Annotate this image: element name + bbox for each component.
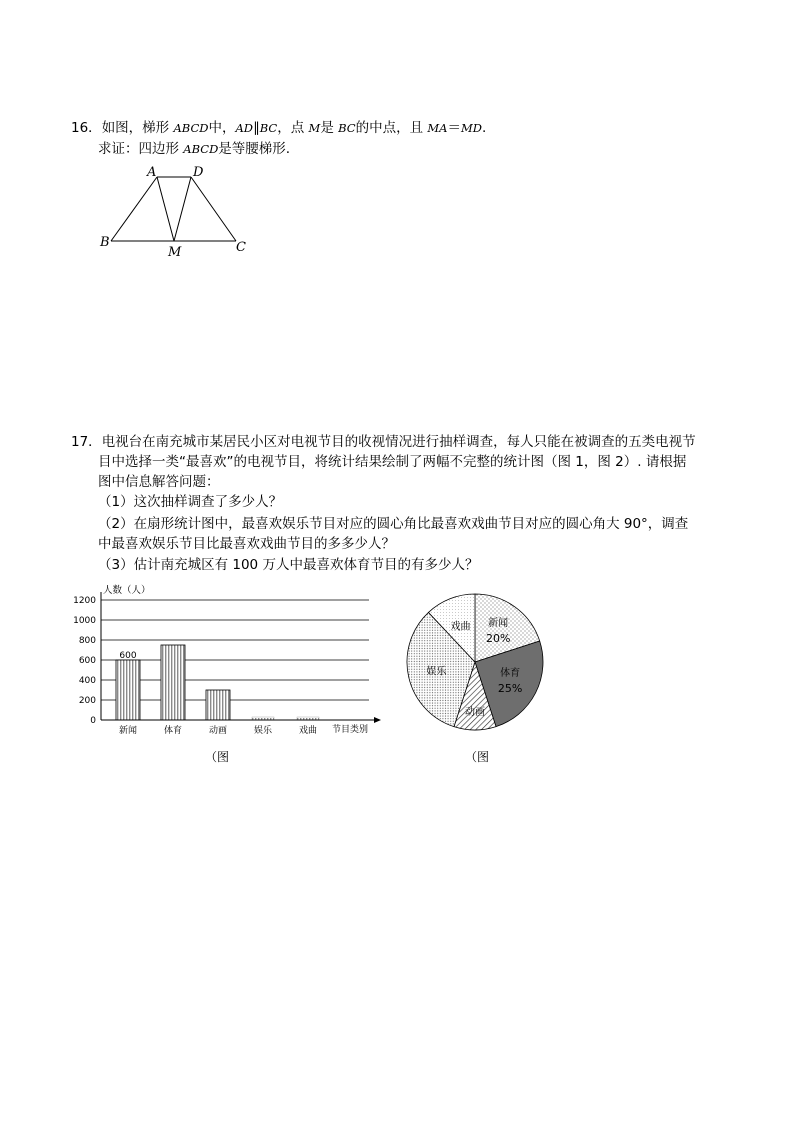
pie-percent-label: 25% (497, 681, 523, 695)
point-label-d: D (193, 165, 204, 180)
q17-sub2-line2: 中最喜欢娱乐节目比最喜欢戏曲节目的多多少人？ (98, 536, 395, 552)
x-tick-label: 动画 (208, 726, 228, 736)
q16-number: 16． (71, 120, 102, 136)
y-tick-label: 0 (90, 716, 96, 726)
x-tick-label: 体育 (163, 726, 183, 736)
y-tick-label: 800 (78, 636, 96, 646)
figure-2-caption: （图 (465, 750, 490, 764)
q16-m: M (308, 121, 321, 135)
q16-ma: MA (427, 121, 448, 135)
segment-ab (111, 177, 157, 241)
q17-sub2-line1: （2）在扇形统计图中，最喜欢娱乐节目对应的圆心角比最喜欢戏曲节目对应的圆心角大 90°，调查 (98, 516, 689, 532)
q17-line2: 目中选择一类“最喜欢”的电视节目，将统计结果绘制了两幅不完整的统计图（图 1，图 2）. 请根据 (98, 454, 687, 470)
q16-md: MD (460, 121, 482, 135)
q16-text: 的中点，且 (355, 120, 428, 136)
q16-abcd: ABCD (173, 121, 209, 135)
q16-line1 (71, 118, 486, 138)
bar (116, 660, 140, 720)
x-axis-label: 节目类别 (332, 725, 369, 735)
y-tick-label: 1200 (73, 596, 96, 606)
q16-text: 是等腰梯形. (218, 141, 291, 157)
point-label-m: M (168, 245, 182, 260)
pie-slice-label: 体育 (500, 667, 521, 679)
bar (206, 690, 230, 720)
y-tick-label: 200 (78, 696, 96, 706)
point-label-c: C (236, 240, 246, 255)
pie-percent-label: 20% (485, 632, 511, 646)
segment-dm (174, 177, 191, 241)
y-tick-label: 400 (78, 676, 96, 686)
pie-slice-label: 戏曲 (450, 621, 471, 633)
q16-text: ，点 (277, 120, 309, 136)
q16-parallel-symbol: ∥ (253, 120, 260, 136)
q16-text: 中， (208, 120, 236, 136)
q16-bc: BC (338, 121, 356, 135)
q17-text: 电视台在南充城市某居民小区对电视节目的收视情况进行抽样调查，每人只能在被调查的五类电视节 (101, 434, 696, 450)
point-label-b: B (100, 235, 110, 250)
q16-equals: ＝ (447, 120, 461, 136)
pie-slice-label: 新闻 (488, 618, 509, 630)
bar-data-label: 600 (119, 651, 137, 661)
pie-slice-label: 娱乐 (426, 666, 447, 678)
q16-text: . (481, 120, 487, 136)
pie-slice-label: 动画 (465, 706, 485, 718)
point-label-a: A (147, 165, 157, 180)
figure-1-caption: （图 (205, 750, 230, 764)
x-tick-label: 戏曲 (298, 726, 318, 736)
trapezoid-figure (90, 160, 260, 260)
q16-line2 (98, 139, 290, 159)
x-axis-arrow-icon (374, 717, 381, 723)
q17-sub1: （1）这次抽样调查了多少人？ (98, 494, 283, 510)
q17-number: 17． (71, 434, 102, 450)
y-tick-label: 600 (78, 656, 96, 666)
x-tick-label: 娱乐 (253, 726, 273, 736)
bar-chart (60, 580, 390, 745)
y-axis-label: 人数（人） (103, 585, 151, 596)
q16-text: 求证：四边形 (98, 141, 184, 157)
q16-abcd: ABCD (183, 142, 219, 156)
q17-sub3: （3）估计南充城区有 100 万人中最喜欢体育节目的有多少人？ (98, 557, 479, 573)
segment-dc (191, 177, 236, 241)
q16-text: 如图，梯形 (101, 120, 174, 136)
q17-line1 (71, 432, 696, 452)
q16-ad: AD (235, 121, 254, 135)
y-tick-label: 1000 (73, 616, 96, 626)
bar (161, 645, 185, 720)
pie-chart (400, 590, 555, 745)
x-tick-label: 新闻 (118, 726, 138, 736)
segment-am (157, 177, 174, 241)
q16-text: 是 (320, 120, 339, 136)
q16-bc: BC (259, 121, 278, 135)
q17-line3: 图中信息解答问题： (98, 474, 220, 490)
